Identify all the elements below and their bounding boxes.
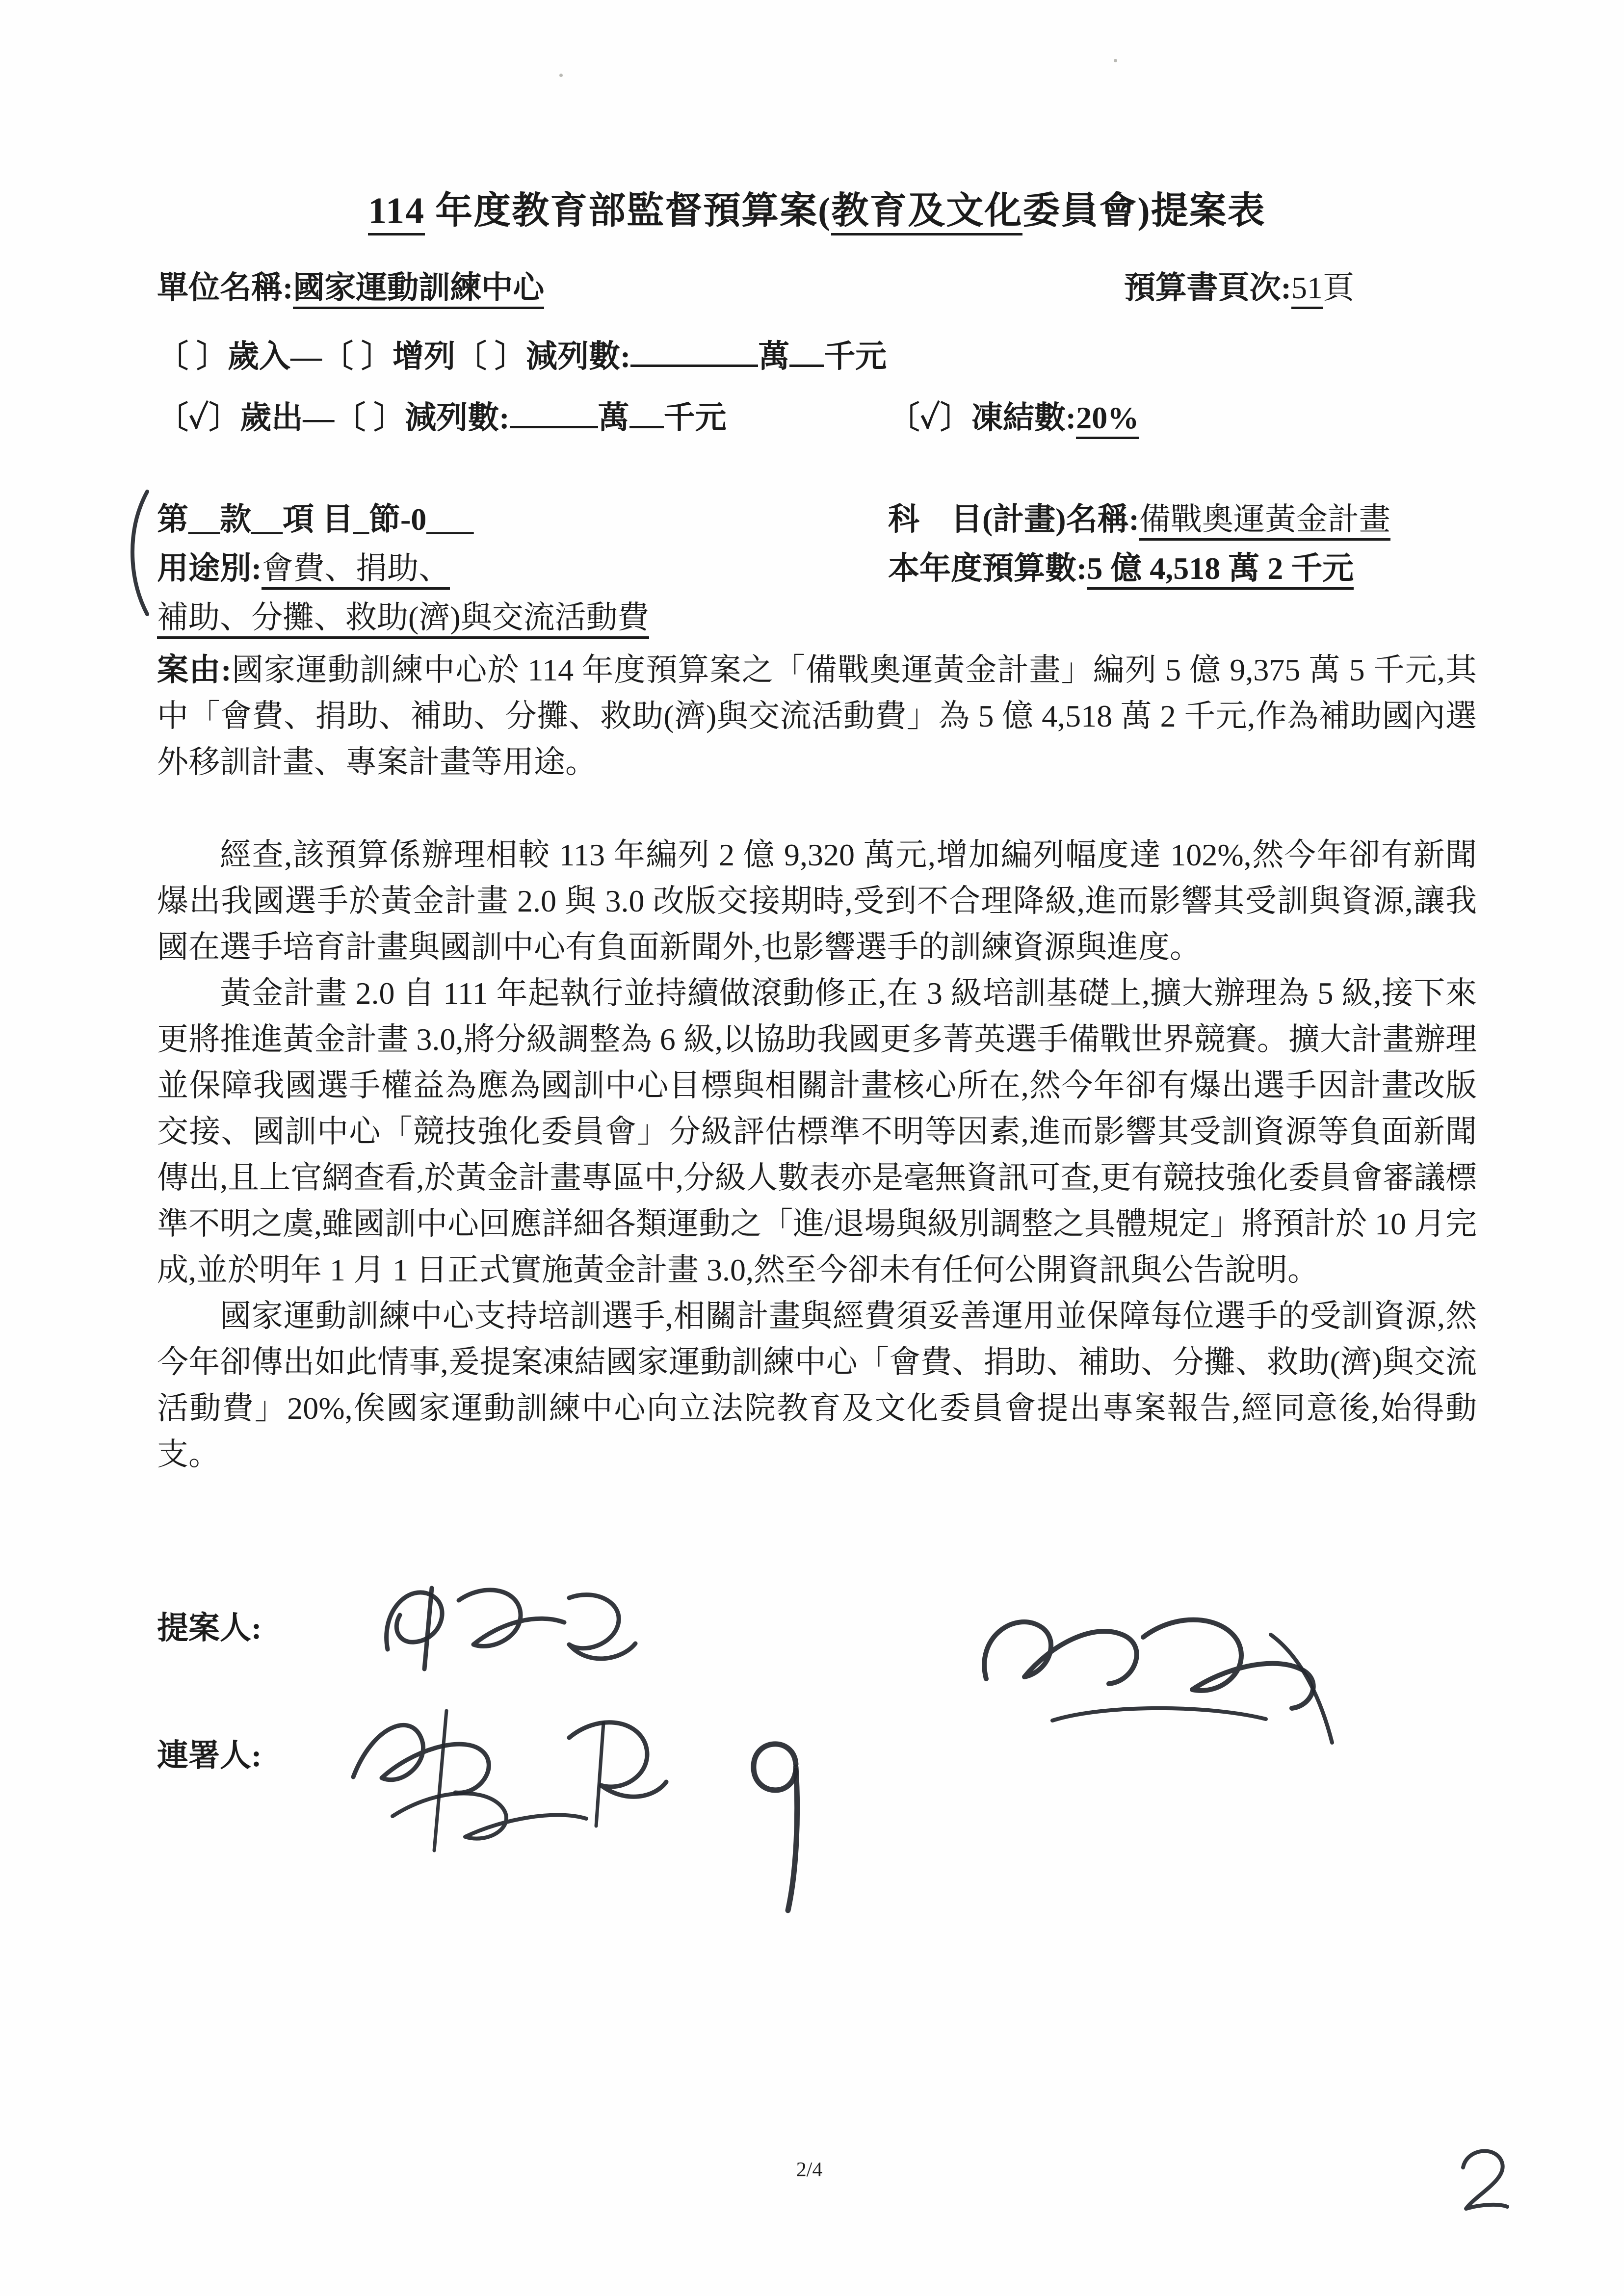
freeze-group bbox=[889, 400, 1139, 435]
budget-value: 5 億 4,518 萬 2 千元 bbox=[1087, 551, 1354, 590]
case-label: 案由: bbox=[157, 652, 232, 687]
clause-row-1 bbox=[157, 495, 1477, 544]
cut-checkbox: 〔 〕 bbox=[455, 339, 526, 374]
handwritten-mark-9 bbox=[736, 1728, 819, 1924]
wan-unit: 萬 bbox=[758, 339, 790, 374]
budget-page-unit: 頁 bbox=[1323, 270, 1354, 305]
clause-item-line: 第__款__項 目_節-0___ bbox=[157, 502, 474, 537]
freeze-value: 20% bbox=[1076, 400, 1139, 439]
unit-line bbox=[157, 265, 1477, 311]
unit-right bbox=[1124, 265, 1354, 311]
unit-name-value: 國家運動訓練中心 bbox=[293, 270, 544, 309]
budget-page-value: 51 bbox=[1291, 270, 1323, 309]
clause-row-2 bbox=[157, 544, 1477, 593]
signature-area bbox=[157, 1581, 1477, 1963]
unit-left bbox=[157, 265, 544, 311]
amount-blank-2 bbox=[510, 394, 598, 428]
usage-continuation-cell bbox=[157, 593, 888, 642]
title-committee: 教育及文化 bbox=[831, 190, 1022, 235]
qianyuan-unit: 千元 bbox=[824, 339, 887, 374]
document-title bbox=[157, 186, 1477, 235]
cut2-checkbox: 〔 〕 bbox=[334, 400, 405, 435]
title-tail: 委員會)提案表 bbox=[1022, 190, 1266, 232]
cosigner-signature-1 bbox=[329, 1664, 682, 1870]
body-paragraph: 國家運動訓練中心支持培訓選手,相關計畫與經費須妥善運用並保障每位選手的受訓資源,然今年卻傳出如此情事,爰提案凍結國家運動訓練中心「會費、捐助、補助、分攤、救助(濟)與交流活動費」20%,俟國家運動訓練中心向立法院教育及文化委員會提出專案報告,經同意後,始得動支。 bbox=[157, 1299, 1477, 1472]
checkbox-row-revenue bbox=[157, 333, 1477, 380]
case-text: 國家運動訓練中心於 114 年度預算案之「備戰奧運黃金計畫」編列 5 億 9,375 萬 5 千元,其中「會費、捐助、補助、分攤、救助(濟)與交流活動費」為 5 億 4,518 萬 2 千元,作為補助國內選外移訓計畫、專案計畫等用途。 bbox=[157, 652, 1477, 780]
case-paragraph bbox=[157, 647, 1477, 785]
add-label: 增列 bbox=[393, 339, 455, 374]
document-content bbox=[157, 186, 1477, 1963]
subject-label: 科 目(計畫)名稱: bbox=[888, 502, 1139, 537]
cosigner-label: 連署人: bbox=[157, 1738, 262, 1773]
cut2-label: 減列數: bbox=[405, 400, 510, 435]
freeze-label: 凍結數: bbox=[971, 400, 1076, 435]
cut-label: 減列數: bbox=[526, 339, 631, 374]
revenue-label: 歲入— bbox=[228, 339, 322, 374]
page-number: 2/4 bbox=[796, 2159, 823, 2181]
usage-cell bbox=[157, 544, 888, 593]
usage-value-2: 補助、分攤、救助(濟)與交流活動費 bbox=[157, 600, 649, 639]
cosigner-signature-2 bbox=[952, 1576, 1364, 1782]
body-paragraph: 黃金計畫 2.0 自 111 年起執行並持續做滾動修正,在 3 級培訓基礎上,擴大辦理為 5 級,接下來更將推進黃金計畫 3.0,將分級調整為 6 級,以協助我國更多菁英選手備戰世界競賽。擴大計畫辦理並保障我國選手權益為應為國訓中心目標與相關計畫核心所在,然今年卻有爆出選手因計畫改版交接、國訓中心「競技強化委員會」分級評估標準不明等因素,進而影響其受訓資源等負面新聞傳出,且上官網查看,於黃金計畫專區中,分級人數表亦是毫無資訊可查,更有競技強化委員會審議標準不明之虞,雖國訓中心回應詳細各類運動之「進/退場與級別調整之具體規定」將預計於 10 月完成,並於明年 1 月 1 日正式實施黃金計畫 3.0,然至今卻未有任何公開資訊與公告說明。 bbox=[157, 976, 1477, 1287]
add-checkbox: 〔 〕 bbox=[322, 339, 393, 374]
checkbox-row-expense bbox=[157, 394, 1477, 441]
body-paragraph: 經查,該預算係辦理相較 113 年編列 2 億 9,320 萬元,增加編列幅度達 102%,然今年卻有新聞爆出我國選手於黃金計畫 2.0 與 3.0 改版交接期時,受到不合理降級,進而影響其受訓與資源,讓我國在選手培育計畫與國訓中心有負面新聞外,也影響選手的訓練資源與進度。 bbox=[157, 837, 1477, 965]
amount-blank bbox=[630, 333, 758, 367]
subject-cell bbox=[888, 495, 1477, 544]
unit-name-label: 單位名稱: bbox=[157, 270, 293, 305]
revenue-checkbox: 〔 〕 bbox=[157, 339, 228, 374]
left-bracket-shape bbox=[128, 489, 150, 617]
scan-speck bbox=[1114, 59, 1117, 62]
usage-label: 用途別: bbox=[157, 551, 262, 586]
qianyuan-unit-2: 千元 bbox=[663, 400, 727, 435]
scan-speck bbox=[559, 74, 563, 77]
subject-value: 備戰奧運黃金計畫 bbox=[1139, 502, 1390, 541]
amount-blank-small bbox=[789, 333, 824, 367]
expense-checkbox-checked: 〔✓〕 bbox=[157, 400, 240, 435]
clause-section bbox=[157, 495, 1477, 642]
wan-unit-2: 萬 bbox=[598, 400, 629, 435]
handwritten-page-number bbox=[1452, 2144, 1516, 2222]
title-mid: 年度教育部監督預算案( bbox=[425, 190, 832, 232]
proposer-label: 提案人: bbox=[157, 1611, 262, 1645]
expense-label: 歲出— bbox=[240, 400, 335, 435]
usage-value-1: 會費、捐助、 bbox=[262, 551, 450, 590]
budget-label: 本年度預算數: bbox=[888, 551, 1087, 586]
title-year: 114 bbox=[368, 190, 425, 235]
amount-blank-2-small bbox=[629, 394, 664, 428]
budget-page-label: 預算書頁次: bbox=[1124, 270, 1291, 305]
freeze-checkbox-checked: 〔✓〕 bbox=[888, 400, 971, 435]
clause-row-3 bbox=[157, 593, 1477, 642]
budget-cell bbox=[888, 544, 1477, 593]
